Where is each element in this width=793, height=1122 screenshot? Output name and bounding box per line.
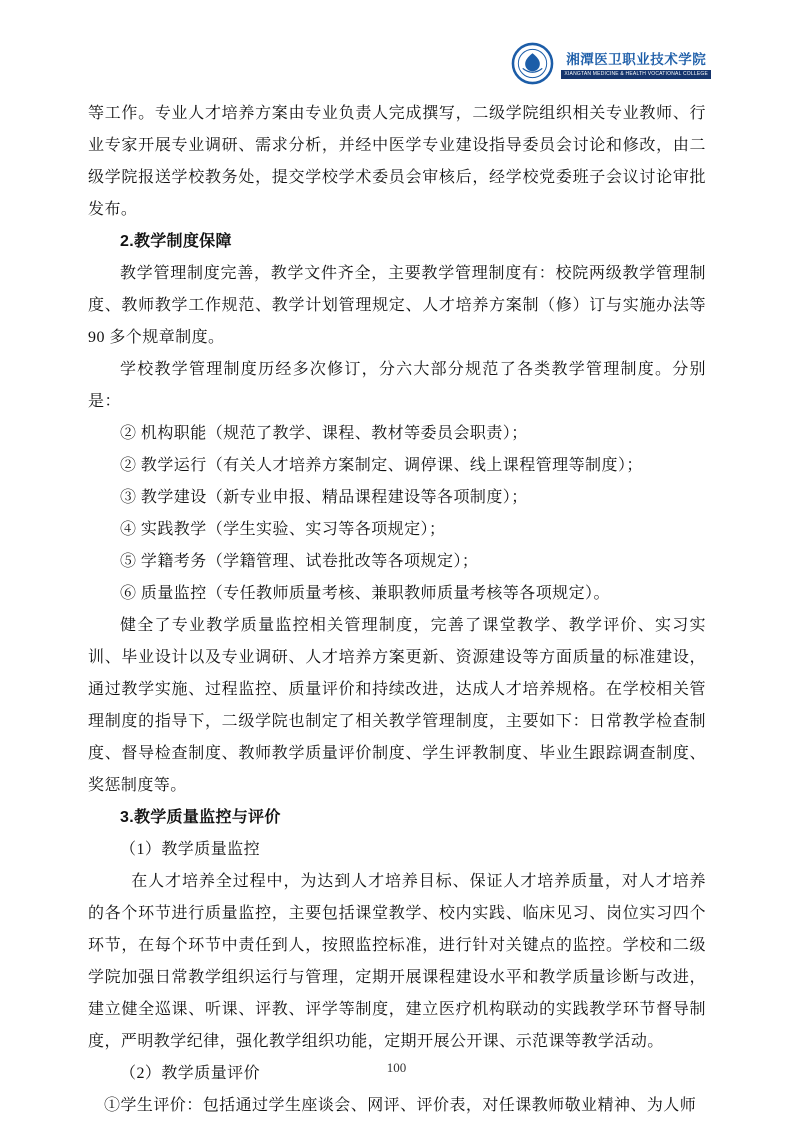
list-item-quality: ⑥ 质量监控（专任教师质量考核、兼职教师质量考核等各项规定）。 [120,585,610,602]
section-heading-quality-monitoring: 3.教学质量监控与评价 [120,809,281,826]
document-body [88,98,706,1122]
page-number: 100 [386,1060,407,1075]
paragraph-quality-system: 健全了专业教学质量监控相关管理制度，完善了课堂教学、教学评价、实习实训、毕业设计以及专业调研、人才培养方案更新、资源建设等方面质量的标准建设，通过教学实施、过程监控、质量评价和持续改进，达成人才培养规格。在学校相关管理制度的指导下，二级学院也制定了相关教学管理制度，主要如下：日常教学检查制度、督导检查制度、教师教学质量评价制度、学生评教制度、毕业生跟踪调查制度、奖惩制度等。 [88,617,706,794]
section-heading-teaching-system: 2.教学制度保障 [120,233,232,250]
paragraph-system-history: 学校教学管理制度历经多次修订，分六大部分规范了各类教学管理制度。分别是： [88,361,706,410]
paragraph-monitoring-detail: 在人才培养全过程中，为达到人才培养目标、保证人才培养质量，对人才培养的各个环节进行质量监控，主要包括课堂教学、校内实践、临床见习、岗位实习四个环节，在每个环节中责任到人，按照监控标准，进行针对关键点的监控。学校和二级学院加强日常教学组织运行与管理，定期开展课程建设水平和教学质量诊断与改进，建立健全巡课、听课、评教、评学等制度，建立医疗机构联动的实践教学环节督导制度，严明教学纪律，强化教学组织功能，定期开展公开课、示范课等教学活动。 [88,873,706,1050]
list-item-operation: ② 教学运行（有关人才培养方案制定、调停课、线上课程管理等制度）； [120,457,643,474]
subheading-monitoring: （1）教学质量监控 [120,841,261,858]
subheading-evaluation: （2）教学质量评价 [120,1065,261,1082]
college-name-en: XIANGTAN MEDICINE & HEALTH VOCATIONAL COLLEGE [561,70,711,79]
paragraph-continuation: 等工作。专业人才培养方案由专业负责人完成撰写，二级学院组织相关专业教师、行业专家开展专业调研、需求分析，并经中医学专业建设指导委员会讨论和修改，由二级学院报送学校教务处，提交学校学术委员会审核后，经学校党委班子会议讨论审批发布。 [88,105,706,218]
paragraph-student-evaluation: ①学生评价：包括通过学生座谈会、网评、评价表，对任课教师敬业精神、为人师 [104,1097,697,1114]
header-logo [511,42,711,85]
college-name-zh: 湘潭医卫职业技术学院 [566,52,707,67]
college-emblem-icon [511,42,554,85]
list-item-practice: ④ 实践教学（学生实验、实习等各项规定）； [120,521,446,538]
list-item-construction: ③ 教学建设（新专业申报、精品课程建设等各项制度）； [120,489,528,506]
college-name-block [561,48,711,79]
list-item-registry: ⑤ 学籍考务（学籍管理、试卷批改等各项规定）； [120,553,479,570]
list-item-organization: ② 机构职能（规范了教学、课程、教材等委员会职责）； [120,425,528,442]
paragraph-system-overview: 教学管理制度完善，教学文件齐全，主要教学管理制度有：校院两级教学管理制度、教师教学工作规范、教学计划管理规定、人才培养方案制（修）订与实施办法等 90 多个规章制度。 [88,265,706,346]
